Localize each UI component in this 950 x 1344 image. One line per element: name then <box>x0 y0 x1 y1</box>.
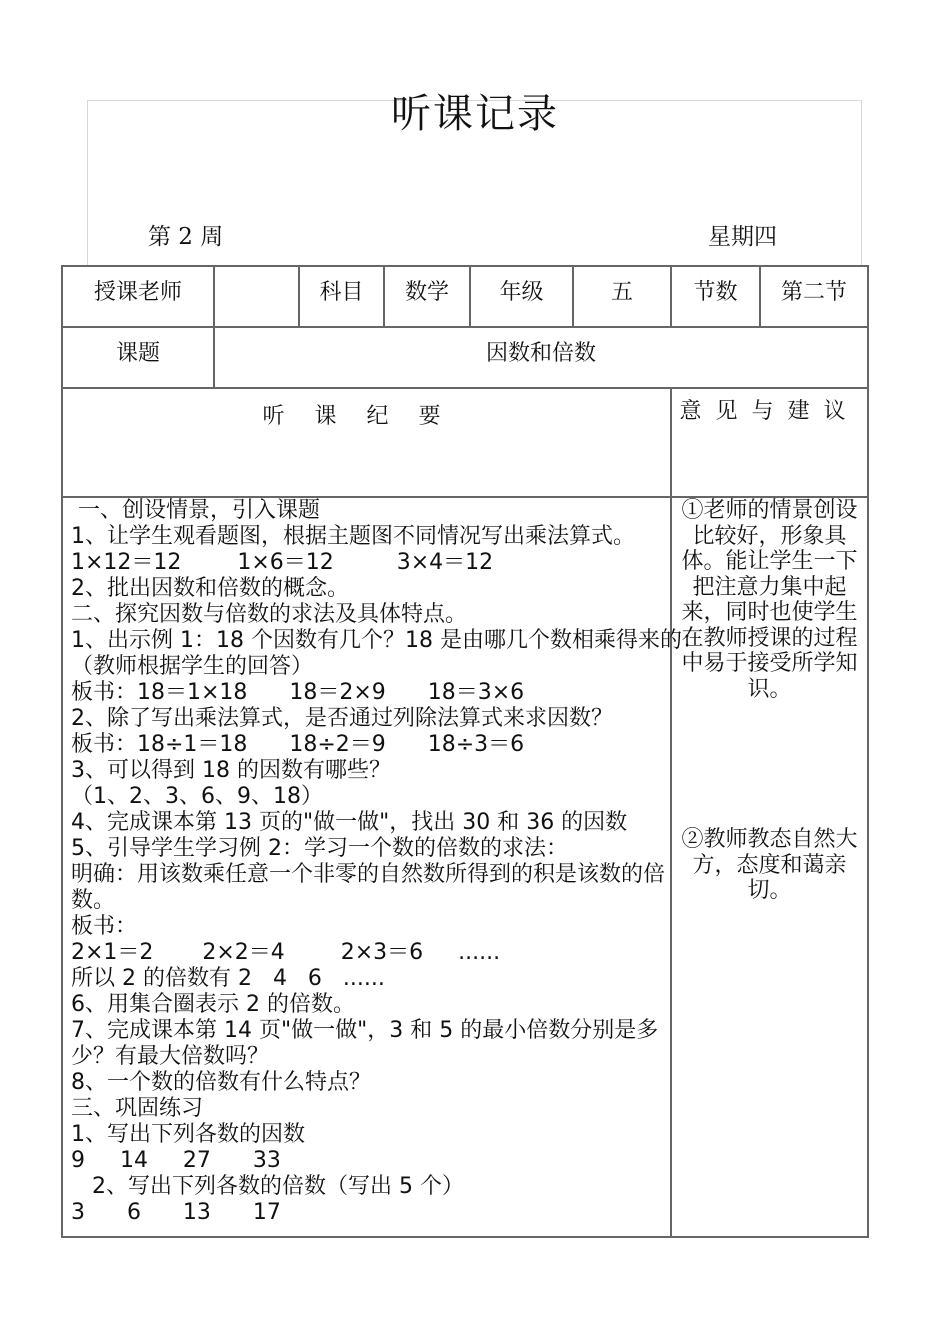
topic-value: 因数和倍数 <box>214 327 868 388</box>
note-line: 5、引导学生学习例 2：学习一个数的倍数的求法： <box>71 836 568 861</box>
note-line: 1、让学生观看题图，根据主题图不同情况写出乘法算式。 <box>71 524 635 549</box>
subject-label: 科目 <box>299 266 384 327</box>
note-line: 板书： <box>71 914 138 939</box>
note-line: 1×12＝12 1×6＝12 3×4＝12 <box>71 550 494 575</box>
topic-label: 课题 <box>62 327 214 388</box>
note-line: （教师根据学生的回答） <box>71 654 314 679</box>
note-line: 三、巩固练习 <box>71 1096 204 1121</box>
note-line: 2、批出因数和倍数的概念。 <box>71 576 349 601</box>
note-line: 1、写出下列各数的因数 <box>71 1122 305 1147</box>
note-line: 所以 2 的倍数有 2 4 6 ...... <box>71 966 385 991</box>
note-line: 1、出示例 1：18 个因数有几个？18 是由哪几个数相乘得来的： <box>71 628 704 653</box>
suggestions-content <box>671 497 868 1237</box>
info-row <box>62 266 868 327</box>
notes-header: 听课纪要 <box>62 388 671 497</box>
note-line: 明确：用该数乘任意一个非零的自然数所得到的积是该数的倍数。 <box>71 862 666 913</box>
suggestions-header: 意见与建议 <box>671 388 868 497</box>
note-line: 一、创设情景，引入课题 <box>71 498 320 523</box>
note-line: 3、可以得到 18 的因数有哪些？ <box>71 758 391 783</box>
note-line: 二、探究因数与倍数的求法及具体特点。 <box>71 602 468 627</box>
note-line: 2、写出下列各数的倍数（写出 5 个） <box>71 1174 464 1199</box>
comment-1: ①老师的情景创设比较好，形象具体。能让学生一下把注意力集中起来，同时也使学生在教师授课的过程中易于接受所学知识。 <box>681 498 858 702</box>
note-line: 板书：18＝1×18 18＝2×9 18＝3×6 <box>71 680 525 705</box>
comment-2: ②教师教态自然大方，态度和蔼亲切。 <box>681 827 858 903</box>
note-line: 3 6 13 17 <box>71 1200 281 1225</box>
content-row <box>62 497 868 1237</box>
note-line: 6、用集合圈表示 2 的倍数。 <box>71 992 355 1017</box>
note-line: 4、完成课本第 13 页的"做一做"，找出 30 和 36 的因数 <box>71 810 628 835</box>
weekday-label: 星期四 <box>708 224 777 250</box>
period-value: 第二节 <box>760 266 868 327</box>
grade-label: 年级 <box>470 266 573 327</box>
period-label: 节数 <box>671 266 760 327</box>
teacher-value <box>214 266 299 327</box>
record-table <box>61 265 869 1238</box>
note-line: 8、一个数的倍数有什么特点？ <box>71 1070 371 1095</box>
lesson-notes <box>62 497 704 1237</box>
teacher-label: 授课老师 <box>62 266 214 327</box>
section-header-row <box>62 388 868 497</box>
page-title: 听课记录 <box>391 91 559 137</box>
note-line: 9 14 27 33 <box>71 1148 281 1173</box>
note-line: 2×1＝2 2×2＝4 2×3＝6 ...... <box>71 940 501 965</box>
note-line: 7、完成课本第 14 页"做一做"，3 和 5 的最小倍数分别是多少？有最大倍数吗？ <box>71 1018 659 1069</box>
grade-value: 五 <box>573 266 671 327</box>
topic-row <box>62 327 868 388</box>
note-line: （1、2、3、6、9、18） <box>71 784 323 809</box>
note-line: 2、除了写出乘法算式，是否通过列除法算式来求因数？ <box>71 706 613 731</box>
note-line: 板书：18÷1＝18 18÷2＝9 18÷3＝6 <box>71 732 525 757</box>
week-label: 第 2 周 <box>148 224 224 250</box>
subject-value: 数学 <box>384 266 470 327</box>
